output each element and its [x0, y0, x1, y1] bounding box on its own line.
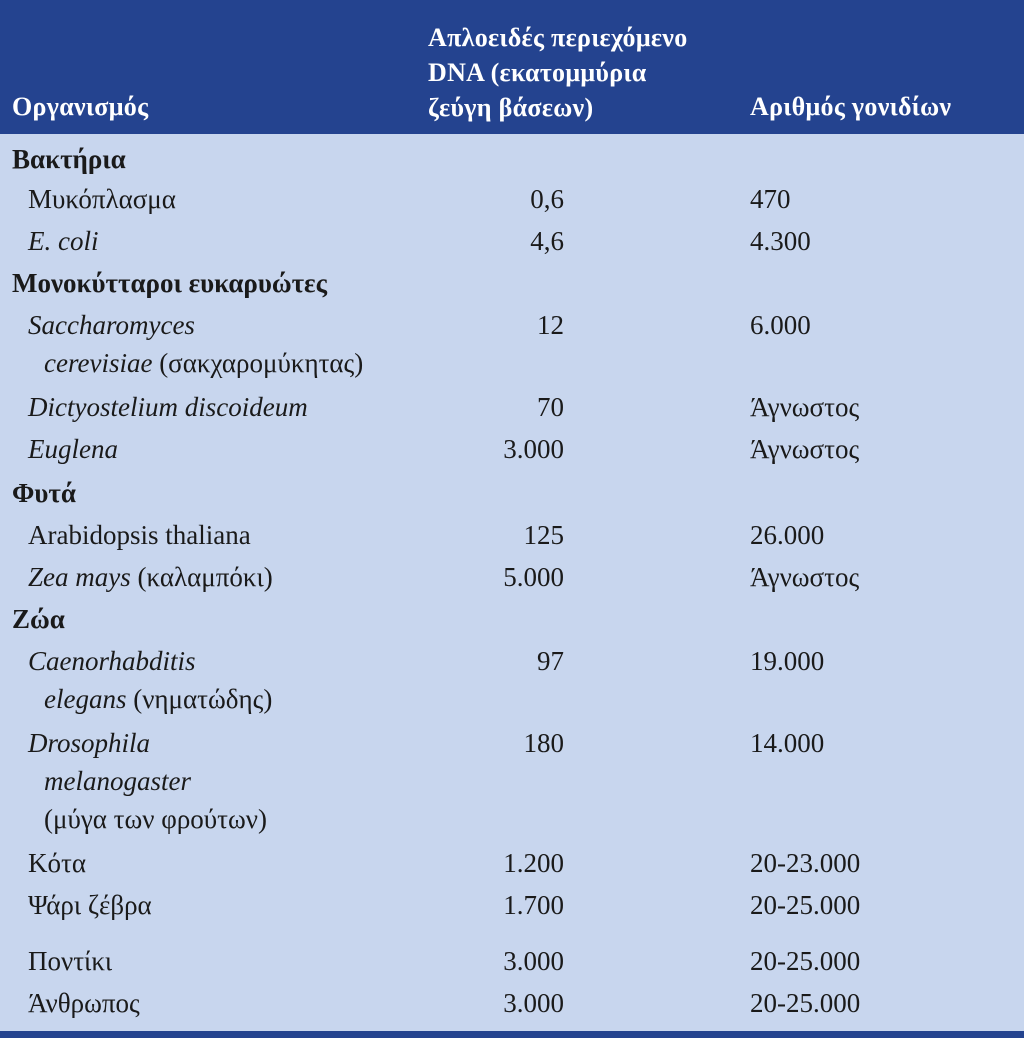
header-dna-line: ζεύγη βάσεων)	[428, 93, 594, 122]
category-label	[12, 600, 65, 638]
category-label	[12, 140, 126, 178]
gene-count-value: 20-25.000	[750, 988, 861, 1018]
organism-scientific-name: Saccharomyces	[28, 310, 195, 340]
gene-count-value: Άγνωστος	[750, 562, 860, 592]
dna-content-value: 1.200	[503, 848, 564, 878]
dna-content-value: 70	[537, 392, 564, 422]
dna-content-value: 3.000	[503, 988, 564, 1018]
gene-count-value: 26.000	[750, 520, 825, 550]
header-dna-line: Απλοειδές περιεχόμενο	[428, 23, 688, 52]
gene-count-value: 20-25.000	[750, 890, 861, 920]
gene-count-value: 470	[750, 184, 791, 214]
organism-text: Arabidopsis thaliana	[28, 520, 251, 550]
organism-common-name: (σακχαρομύκητας)	[152, 348, 364, 378]
organism-text: Μονοκύτταροι ευκαρυώτες	[12, 268, 327, 298]
organism-scientific-name: Euglena	[28, 434, 118, 464]
organism-name	[28, 844, 86, 882]
dna-content-value: 0,6	[530, 184, 564, 214]
organism-scientific-name: elegans	[44, 684, 127, 714]
organism-text: Άνθρωπος	[28, 988, 140, 1018]
organism-scientific-name: Dictyostelium discoideum	[28, 392, 308, 422]
organism-scientific-name: melanogaster	[44, 766, 191, 796]
gene-count-value: 6.000	[750, 310, 811, 340]
organism-name	[28, 516, 251, 554]
dna-content-value: 1.700	[503, 890, 564, 920]
gene-count-value: 19.000	[750, 646, 825, 676]
gene-count-value: Άγνωστος	[750, 434, 860, 464]
dna-content-value: 3.000	[503, 434, 564, 464]
header-dna-line: DNA (εκατομμύρια	[428, 58, 647, 87]
gene-count-value: 4.300	[750, 226, 811, 256]
gene-count-value: 14.000	[750, 728, 825, 758]
organism-name	[28, 942, 112, 980]
organism-name	[28, 984, 140, 1022]
header-gene-count: Αριθμός γονιδίων	[750, 92, 952, 121]
organism-name	[28, 388, 308, 426]
organism-text: Ζώα	[12, 604, 65, 634]
organism-scientific-name: Drosophila	[28, 728, 151, 758]
organism-common-name: (μύγα των φρούτων)	[44, 804, 267, 834]
dna-content-value: 125	[523, 520, 564, 550]
gene-count-value: 20-25.000	[750, 946, 861, 976]
organism-scientific-name: cerevisiae	[44, 348, 153, 378]
gene-count-value: Άγνωστος	[750, 392, 860, 422]
organism-scientific-name: Caenorhabditis	[28, 646, 196, 676]
organism-text: Μυκόπλασμα	[28, 184, 176, 214]
category-label	[12, 264, 327, 302]
table-header	[0, 0, 1024, 134]
header-dna-content	[428, 20, 758, 125]
organism-name	[28, 430, 118, 468]
organism-name-continuation	[28, 680, 272, 718]
organism-text: Κότα	[28, 848, 86, 878]
organism-scientific-name: E. coli	[28, 226, 99, 256]
organism-name	[28, 180, 176, 218]
organism-text: Βακτήρια	[12, 144, 126, 174]
dna-content-value: 5.000	[503, 562, 564, 592]
bottom-rule	[0, 1031, 1024, 1038]
dna-content-value: 4,6	[530, 226, 564, 256]
category-label	[12, 474, 76, 512]
organism-name	[28, 306, 363, 382]
organism-name	[28, 642, 272, 718]
organism-common-name: (νηματώδης)	[126, 684, 273, 714]
organism-text: Ποντίκι	[28, 946, 113, 976]
organism-name	[28, 724, 267, 838]
header-organism: Οργανισμός	[12, 92, 149, 121]
dna-content-value: 12	[537, 310, 564, 340]
organism-common-name: (καλαμπόκι)	[130, 562, 273, 592]
dna-content-value: 180	[523, 728, 564, 758]
dna-content-value: 3.000	[503, 946, 564, 976]
organism-text: Φυτά	[12, 478, 76, 508]
gene-count-value: 20-23.000	[750, 848, 861, 878]
organism-name	[28, 558, 273, 596]
organism-name	[28, 222, 98, 260]
organism-scientific-name: Zea mays	[28, 562, 131, 592]
organism-name-continuation	[28, 344, 363, 382]
organism-name	[28, 886, 152, 924]
dna-content-value: 97	[537, 646, 564, 676]
organism-text: Ψάρι ζέβρα	[28, 890, 152, 920]
organism-name-continuation	[28, 762, 267, 800]
